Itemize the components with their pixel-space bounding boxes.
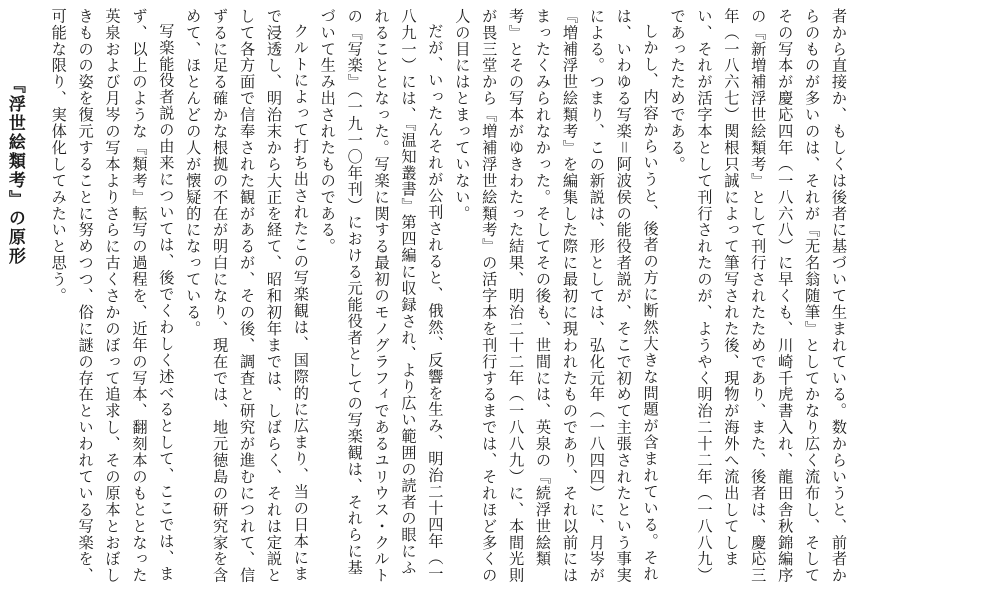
section-heading: 『浮世絵類考』の原形: [4, 76, 25, 266]
paragraph-2: しかし、内容からいうと、後者の方に断然大きな問題が含まれている。それは、いわゆる写楽＝阿波侯の能役者説が、そこで初めて主張されたという事実による。つまり、この新説は、形としては、弘化元年（一八四四）に、月岑が『増補浮世絵類考』を編集した際に最初に現われたものであり、それ以前にはまったくみられなかった。そしてその後も、世間には、英泉の『続浮世絵類考』とその写本がゆきわたった結果、明治二十二年（一八八九）に、本間光則が畏三堂から『増補浮世絵類考』の活字本を刊行するまでは、それほど多くの人の目にはとまっていない。: [453, 8, 660, 584]
paragraph-4: クルトによって打ち出されたこの写楽観は、国際的に広まり、当の日本にまで浸透し、明治末から大正を経て、昭和初年までは、しばらく、それは定説として各方面で信奉された観があるが、その後、調査と研究が進むにつれて、信ずるに足る確かな根拠の不在が明白になり、現在では、地元徳島の研究家を含めて、ほとんどの人が懐疑的になっている。: [184, 8, 310, 584]
paragraph-1: 者から直接か、もしくは後者に基づいて生まれている。数からいうと、前者からのものが多いのは、それが『无名翁随筆』としてかなり広く流布し、そしてその写本が慶応四年（一八六八）に早くも、川崎千虎書入れ、龍田舎秋錦編序の『新増補浮世絵類考』として刊行されたためであり、また、後者は、慶応三年（一八六七）関根只誠によって筆写された後、現物が海外へ流出してしまい、それが活字本として刊行されたのが、ようやく明治二十二年（一八八九）であったためである。: [668, 8, 848, 584]
vertical-text-body: [0, 8, 852, 592]
paragraph-3: だが、いったんそれが公刊されると、俄然、反響を生み、明治二十四年（一八九一）には、『温知叢書』第四編に収録され、より広い範囲の読者の眼にふれることとなった。写楽に関する最初のモノグラフィであるユリウス・クルトの『写楽』（一九一〇年刊）における元能役者としての写楽観は、それらに基づいて生み出されたものである。: [318, 8, 445, 584]
paragraph-5: 写楽能役者説の由来については、後でくわしく述べるとして、ここでは、まず、以上のような『類考』転写の過程を、近年の写本、翻刻本のもととなった英泉および月岑の写本よりさらに古くさかのぼって追求し、その原本とおぼしきものの姿を復元することに努めつつ、俗に謎の存在といわれている写楽を、可能な限り、実体化してみたいと思う。: [49, 8, 176, 584]
